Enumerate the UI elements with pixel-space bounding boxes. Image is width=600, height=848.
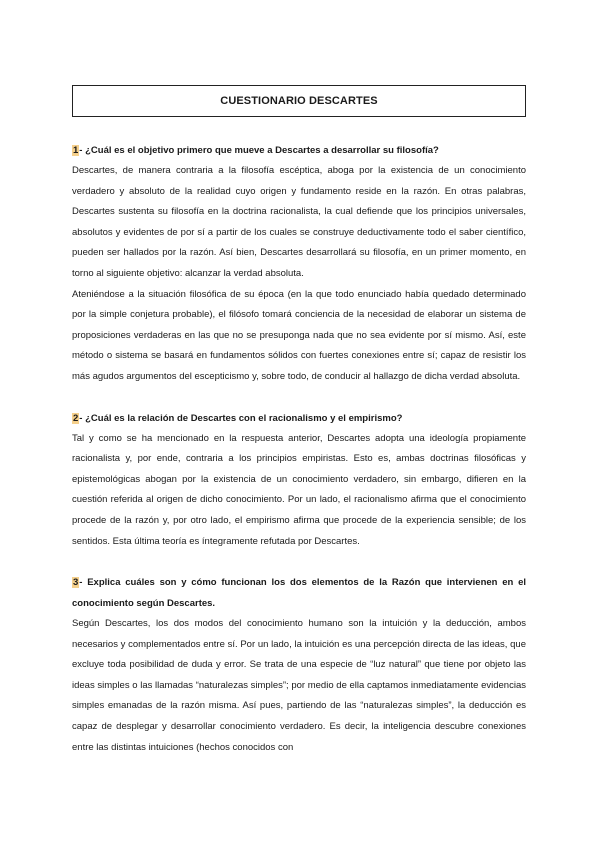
document-content — [72, 140, 526, 758]
document-title: CUESTIONARIO DESCARTES — [72, 85, 526, 117]
question-text: - Explica cuáles son y cómo funcionan los dos elementos de la Razón que intervienen en el conocimiento según Descartes. — [72, 577, 526, 610]
question-number: 1 — [73, 145, 79, 156]
question-number: 3 — [73, 577, 79, 589]
section-2 — [72, 408, 526, 553]
answer-paragraph: Según Descartes, los dos modos del conocimiento humano son la intuición y la deducción, ambos necesarios y complementados entre sí. Por un lado, la intuición es una percepción directa de las ideas, que excluye toda posibilidad de duda y error. Se trata de una especie de “luz natural” que tiene por objeto las ideas simples o las llamadas “naturalezas simples”; por medio de ella captamos inmediatamente evidencias simples emanadas de la razón misma. Así pues, partiendo de las “naturalezas simples”, la deducción es capaz de desplegar y desarrollar conocimiento verdadero. Es decir, la inteligencia descubre conexiones entre las distintas intuiciones (hechos conocidos con — [72, 618, 526, 753]
answer-paragraph: Descartes, de manera contraria a la filosofía escéptica, aboga por la existencia de un conocimiento verdadero y absoluto de la realidad cuyo origen y fundamento reside en la razón. En otras palabras, Descartes sustenta su filosofía en la doctrina racionalista, la cual defiende que los principios universales, absolutos y evidentes de por sí a partir de los cuales se construye deductivamente todo el saber científico, pueden ser hallados por la razón. Así bien, Descartes desarrollará su filosofía, en un primer momento, en torno al siguiente objetivo: alcanzar la verdad absoluta. — [72, 165, 526, 279]
question-3 — [72, 572, 526, 614]
section-1 — [72, 140, 526, 388]
question-number: 2 — [73, 412, 79, 424]
section-3 — [72, 572, 526, 758]
question-text: - ¿Cuál es la relación de Descartes con el racionalismo y el empirismo? — [79, 412, 403, 424]
question-text: - ¿Cuál es el objetivo primero que mueve a Descartes a desarrollar su filosofía? — [79, 145, 439, 156]
question-1 — [72, 140, 526, 161]
answer-paragraph: Ateniéndose a la situación filosófica de su época (en la que todo enunciado había quedado determinado por la simple conjetura probable), el filósofo tomará conciencia de la necesidad de elaborar un sistema de proposiciones verdaderas en las que no se presuponga nada que no sea evidente por sí mismo. Así, este método o sistema se basará en fundamentos sólidos con fuertes conexiones entre sí; capaz de resistir los más agudos argumentos del escepticismo y, sobre todo, de conducir al hallazgo de dicha verdad absoluta. — [72, 288, 526, 382]
question-2 — [72, 408, 526, 429]
answer-paragraph: Tal y como se ha mencionado en la respuesta anterior, Descartes adopta una ideología propiamente racionalista y, por ende, contraria a los principios empiristas. Esto es, ambas doctrinas filosóficas y epistemológicas abogan por la existencia de un conocimiento verdadero, sin embargo, difieren en la cuestión referida al origen de dicho conocimiento. Por un lado, el racionalismo afirma que el conocimiento procede de la razón y, por otro lado, el empirismo afirma que procede de la experiencia sensible; de los sentidos. Esta última teoría es íntegramente refutada por Descartes. — [72, 432, 526, 547]
